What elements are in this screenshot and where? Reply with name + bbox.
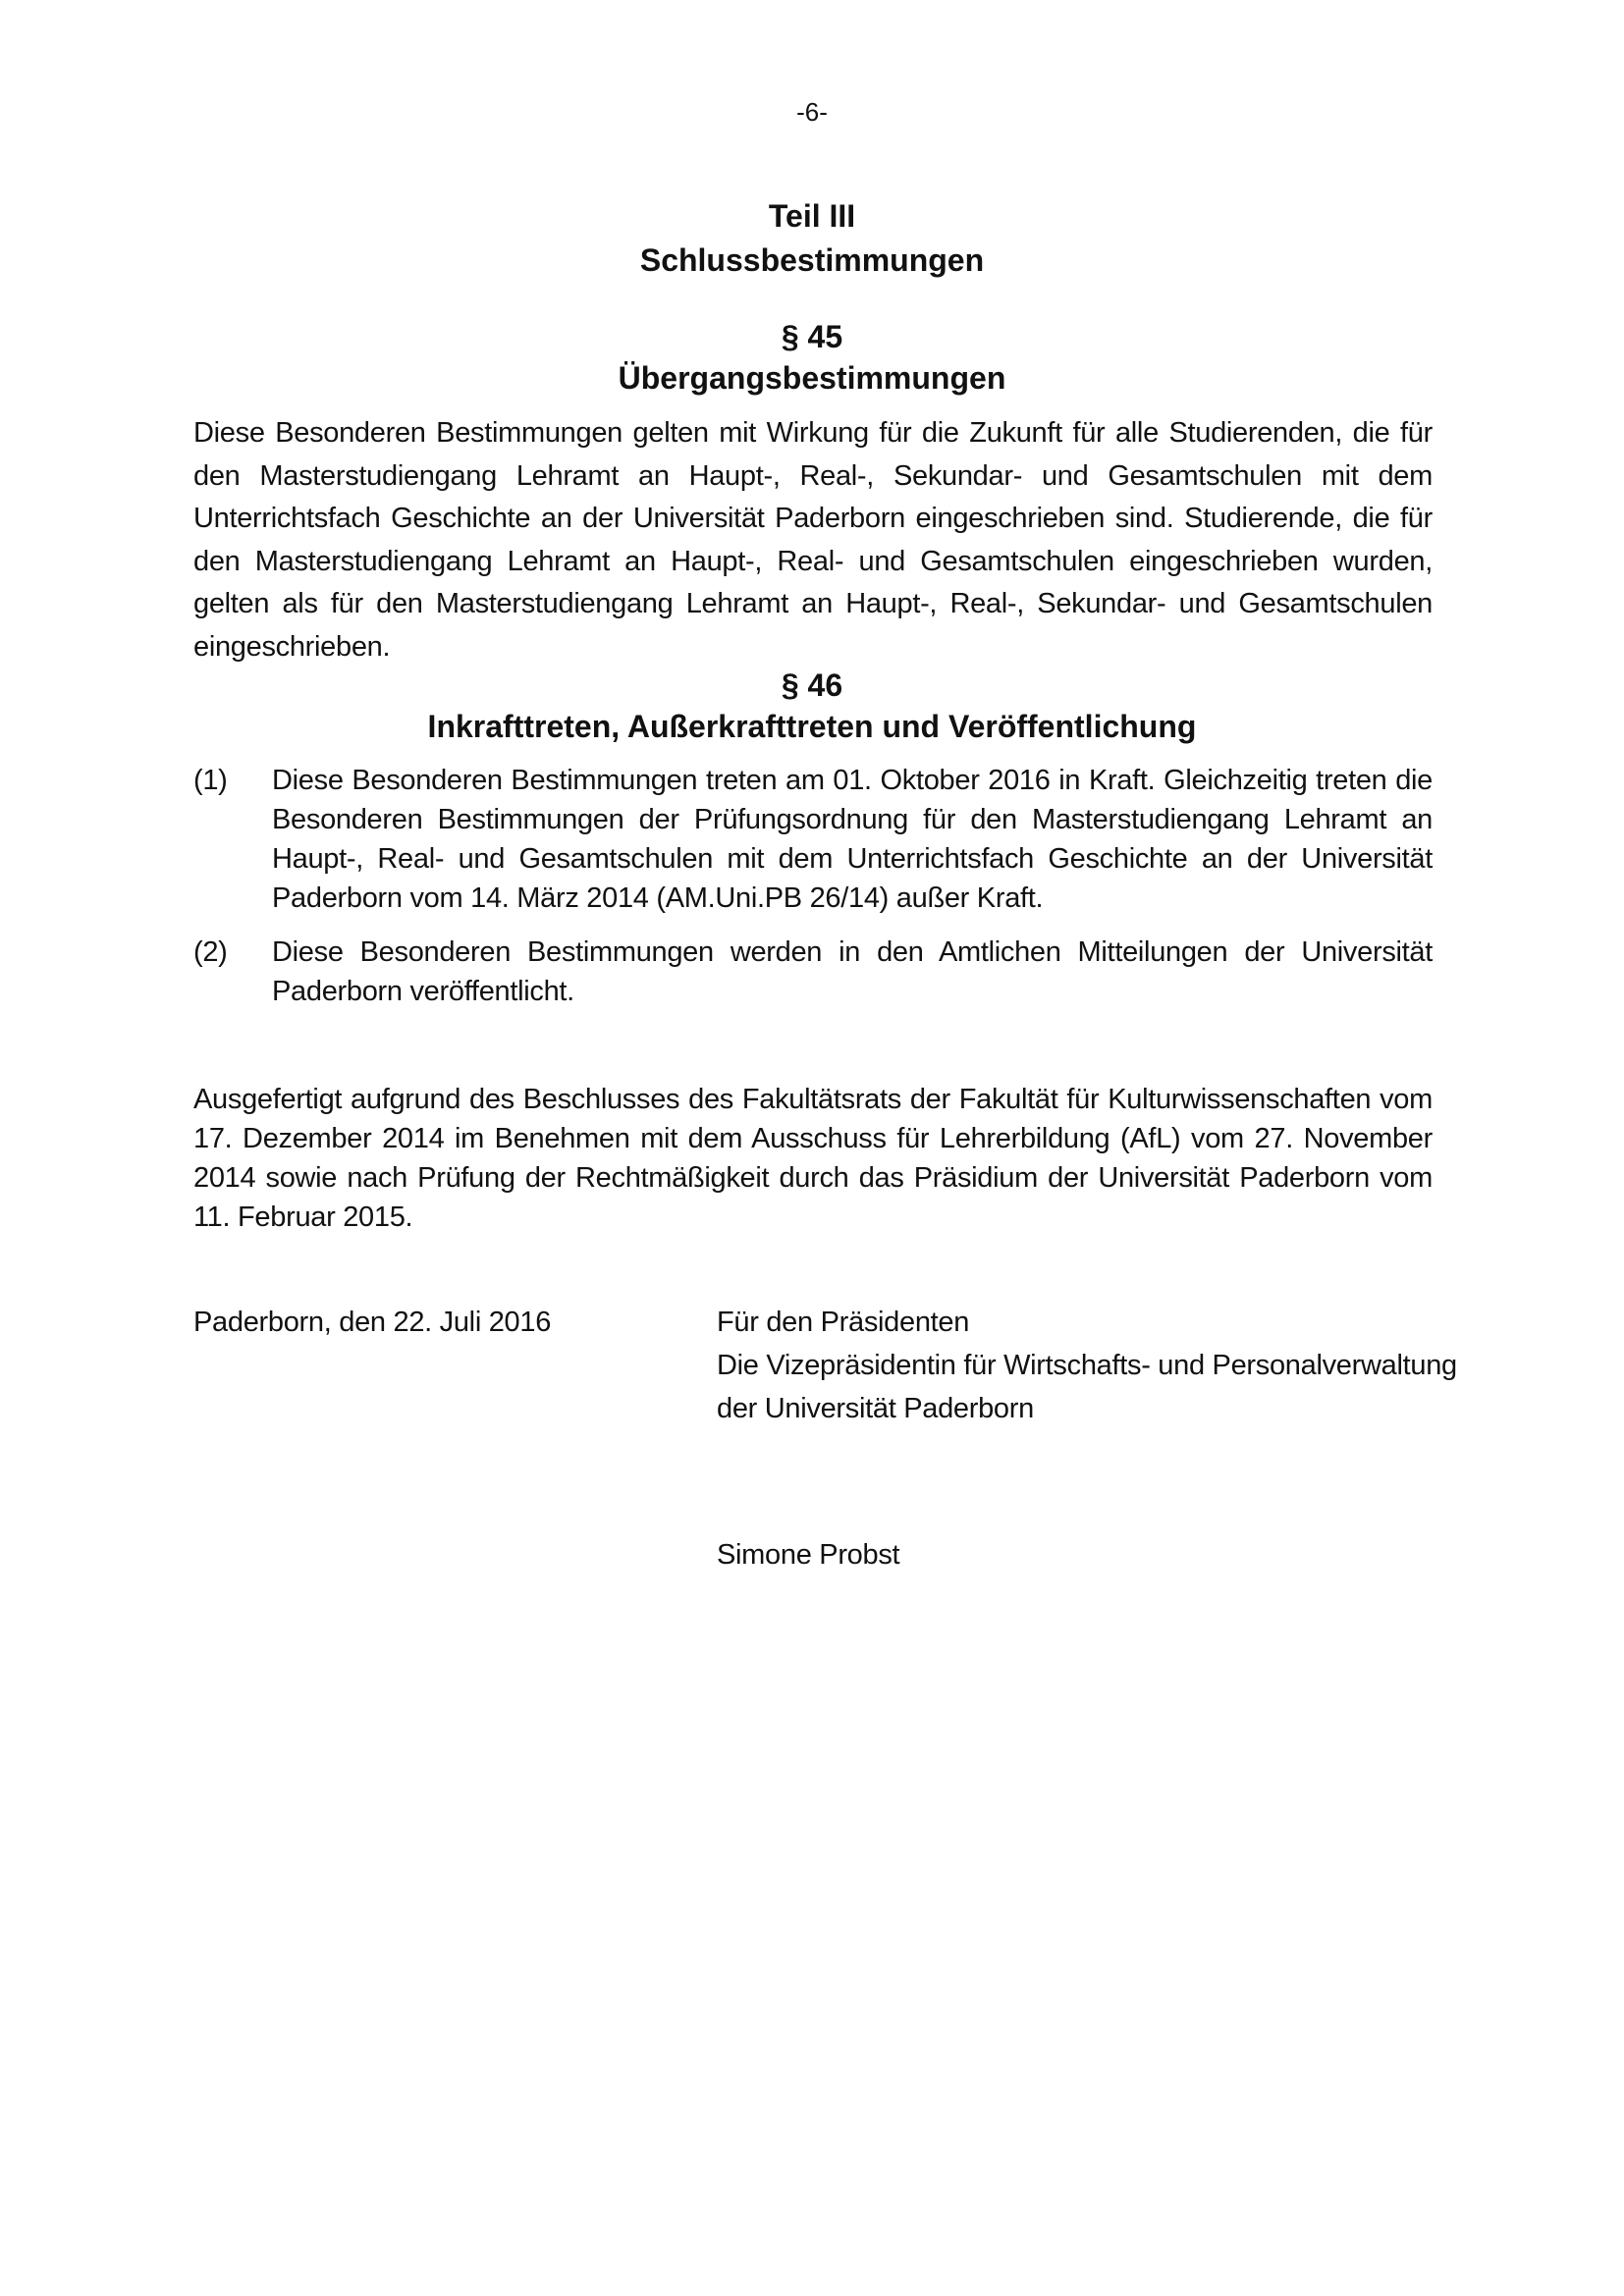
part-title: Teil III bbox=[768, 198, 856, 234]
item-text: Diese Besonderen Bestimmungen treten am 01. Oktober 2016 in Kraft. Gleichzeitig treten die Besonderen Bestimmungen der Prüfungsordnung für den Masterstudiengang Lehramt an Haupt-, Real- und Gesamtschulen mit dem Unterrichtsfach Geschichte an der Universität Paderborn vom 14. März 2014 (AM.Uni.PB 26/14) außer Kraft. bbox=[272, 765, 1433, 914]
section-46-item-2 bbox=[193, 933, 1433, 1011]
signature-place-date: Paderborn, den 22. Juli 2016 bbox=[193, 1307, 552, 1338]
section-45-title: Übergangsbestimmungen bbox=[618, 360, 1006, 396]
resolution-paragraph bbox=[193, 1080, 1433, 1237]
item-number: (1) bbox=[193, 765, 228, 796]
item-number: (2) bbox=[193, 936, 228, 968]
signature-role: Die Vizepräsidentin für Wirtschafts- und Personalverwaltung bbox=[717, 1350, 1457, 1381]
signature-institution: der Universität Paderborn bbox=[717, 1393, 1034, 1424]
signature-name: Simone Probst bbox=[717, 1539, 900, 1571]
part-subtitle: Schlussbestimmungen bbox=[639, 242, 985, 278]
item-text: Diese Besonderen Bestimmungen werden in den Amtlichen Mitteilungen der Universität Paderborn veröffentlicht. bbox=[272, 936, 1433, 1007]
section-45-number: § 45 bbox=[781, 319, 843, 354]
resolution-text: Ausgefertigt aufgrund des Beschlusses des Fakultätsrats der Fakultät für Kulturwissenschaften vom 17. Dezember 2014 im Benehmen mit dem Ausschuss für Lehrerbildung (AfL) vom 27. November 2014 sowie nach Prüfung der Rechtmäßigkeit durch das Präsidium der Universität Paderborn vom 11. Februar 2015. bbox=[193, 1084, 1433, 1233]
section-46-number: § 46 bbox=[781, 667, 843, 703]
section-46-title: Inkrafttreten, Außerkrafttreten und Veröffentlichung bbox=[427, 709, 1197, 744]
signature-on-behalf: Für den Präsidenten bbox=[717, 1307, 970, 1338]
section-45-body: Diese Besonderen Bestimmungen gelten mit Wirkung für die Zukunft für alle Studierenden, die für den Masterstudiengang Lehramt an Haupt-, Real-, Sekundar- und Gesamtschulen mit dem Unterrichtsfach Geschichte an der Universität Paderborn eingeschrieben sind. Studierende, die für den Masterstudiengang Lehramt an Haupt-, Real- und Gesamtschulen eingeschrieben wurden, gelten als für den Masterstudiengang Lehramt an Haupt-, Real-, Sekundar- und Gesamtschulen eingeschrieben. bbox=[193, 417, 1433, 663]
page-number: -6- bbox=[796, 97, 828, 127]
section-46-item-1 bbox=[193, 761, 1433, 918]
